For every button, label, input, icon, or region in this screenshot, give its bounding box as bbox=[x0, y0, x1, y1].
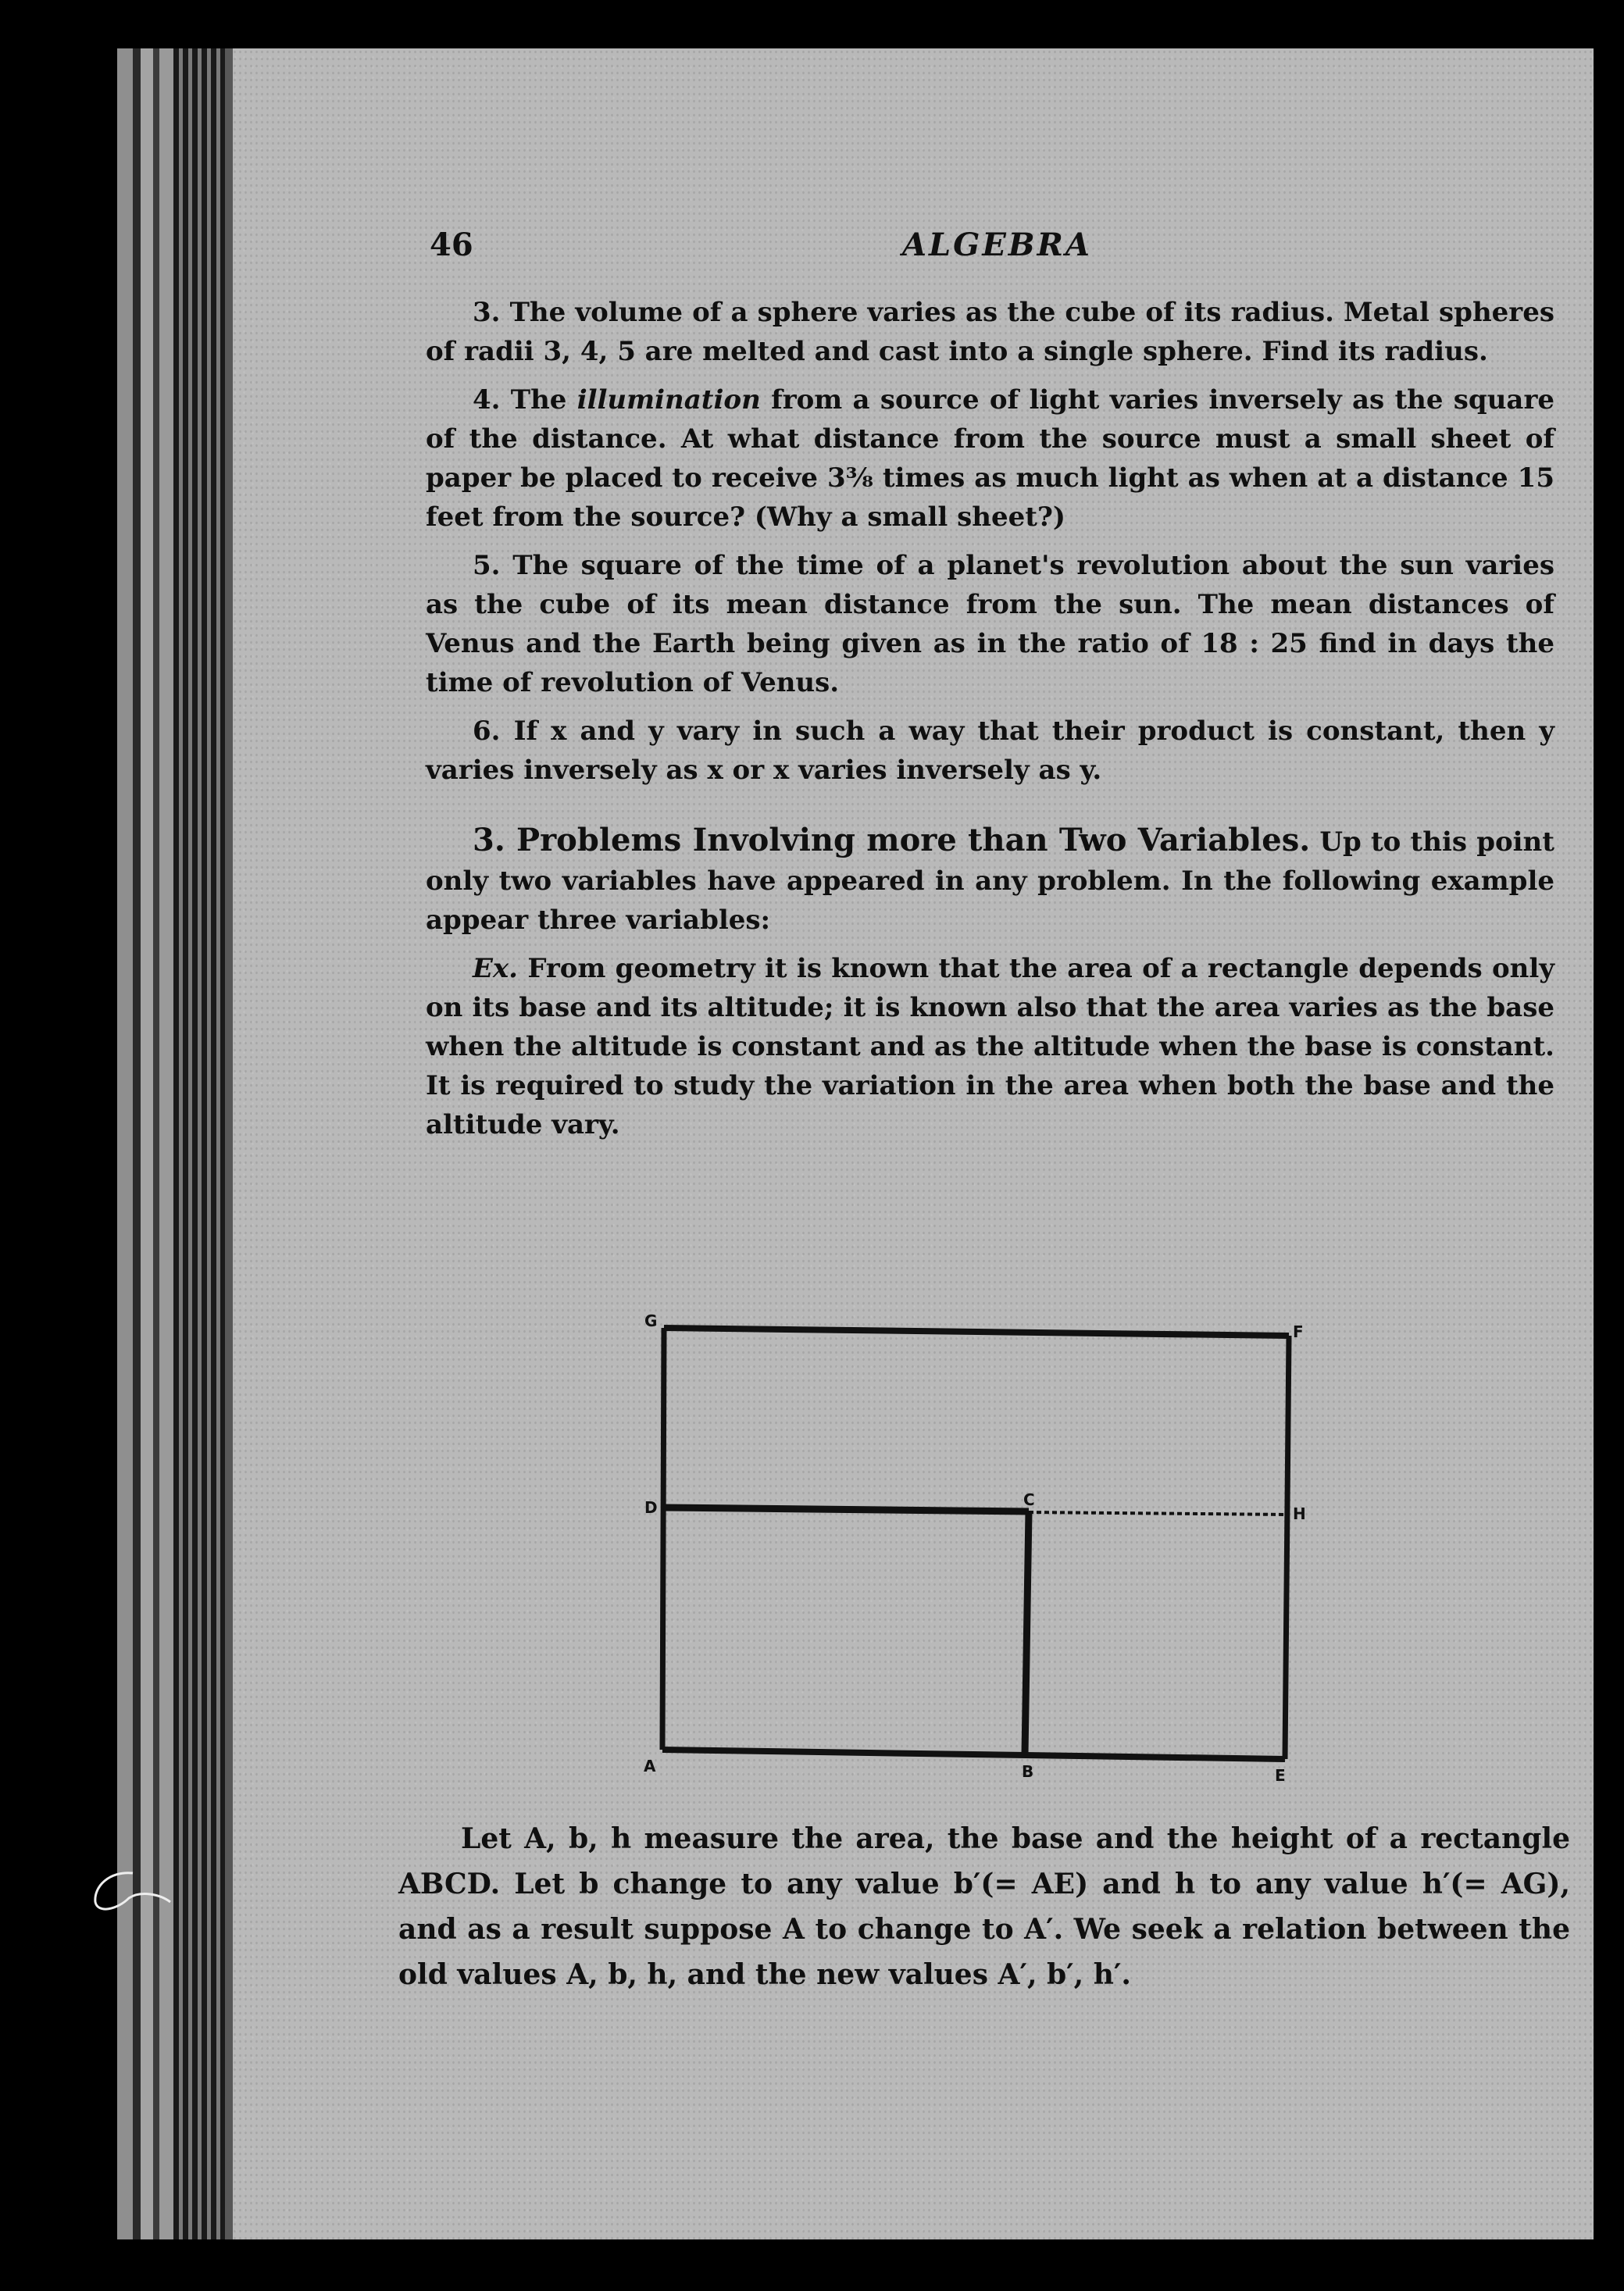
page-number: 46 bbox=[430, 227, 473, 263]
section-intro bbox=[426, 821, 1554, 940]
line-GA bbox=[662, 1328, 664, 1750]
problem-number: 5. bbox=[473, 550, 501, 581]
problem-number: 4. bbox=[473, 384, 501, 416]
label-H: H bbox=[1293, 1504, 1306, 1523]
closing-paragraph: Let A, b, h measure the area, the base and the height of a rectangle ABCD. Let b change to any value b′(= AE) and h to any value h′(= AG), and as a result suppose A to change to A′. We seek a relation between the old values A, b, h, and the new values A′, b′, h′. bbox=[398, 1822, 1570, 1991]
problem-text: The volume of a sphere varies as the cube of its radius. Metal spheres of radii 3, 4, 5 are melted and cast into a single sphere. Find its radius. bbox=[426, 297, 1554, 367]
problem-5 bbox=[426, 546, 1554, 702]
line-CH-dashed bbox=[1029, 1512, 1287, 1515]
line-CB bbox=[1025, 1511, 1029, 1754]
closing-text bbox=[398, 1816, 1570, 1997]
example-label: Ex. bbox=[473, 953, 519, 984]
problem-6 bbox=[426, 712, 1554, 790]
rectangle-diagram bbox=[641, 1312, 1328, 1789]
line-FE bbox=[1285, 1336, 1289, 1759]
body-text bbox=[426, 293, 1554, 1154]
label-G: G bbox=[644, 1312, 658, 1330]
label-C: C bbox=[1023, 1490, 1035, 1509]
problem-3 bbox=[426, 293, 1554, 371]
diagram-svg bbox=[641, 1312, 1328, 1789]
problem-number: 3. bbox=[473, 297, 501, 328]
section-title: 3. Problems Involving more than Two Variables. bbox=[473, 822, 1311, 858]
binding-edge bbox=[225, 48, 233, 2239]
problem-number: 6. bbox=[473, 715, 501, 747]
problem-text: from a source of light varies inversely as the square of the distance. At what distance from the source must a small sheet of paper be placed to receive 3⅜ times as much light as when at a distance 15 feet from the source? (Why a small sheet?) bbox=[426, 384, 1554, 533]
line-AE bbox=[662, 1750, 1285, 1759]
section-intro-text: Up to this point only two variables have appeared in any problem. In the following example appear three variables: bbox=[426, 826, 1554, 936]
problem-text: The square of the time of a planet's revolution about the sun varies as the cube of its mean distance from the sun. The mean distances of Venus and the Earth being given as in the ratio of 18 : 25 find in days the time of revolution of Venus. bbox=[426, 550, 1554, 698]
line-GF bbox=[664, 1328, 1289, 1336]
problem-4 bbox=[426, 380, 1554, 537]
example-text: From geometry it is known that the area of a rectangle depends only on its base and its altitude; it is known also that the area varies as the base when the altitude is constant and as the altitude when the base is constant. It is required to study the variation in the area when both the base and the altitude vary. bbox=[426, 953, 1555, 1140]
margin-mark bbox=[86, 1867, 172, 1922]
section bbox=[426, 821, 1554, 1144]
running-head-title: ALGEBRA bbox=[902, 227, 1092, 263]
example bbox=[426, 949, 1554, 1144]
problem-text: If x and y vary in such a way that their product is constant, then y varies inversely as x or x varies inversely as y. bbox=[426, 715, 1555, 786]
binding-edge bbox=[173, 48, 225, 2239]
running-head bbox=[430, 227, 1586, 273]
emphasis: illumination bbox=[576, 384, 761, 416]
label-D: D bbox=[644, 1498, 658, 1517]
label-A: A bbox=[644, 1757, 656, 1775]
line-DC bbox=[664, 1508, 1029, 1511]
label-B: B bbox=[1022, 1762, 1034, 1781]
label-E: E bbox=[1275, 1766, 1286, 1785]
problem-text: The bbox=[510, 384, 567, 416]
label-F: F bbox=[1293, 1322, 1304, 1341]
